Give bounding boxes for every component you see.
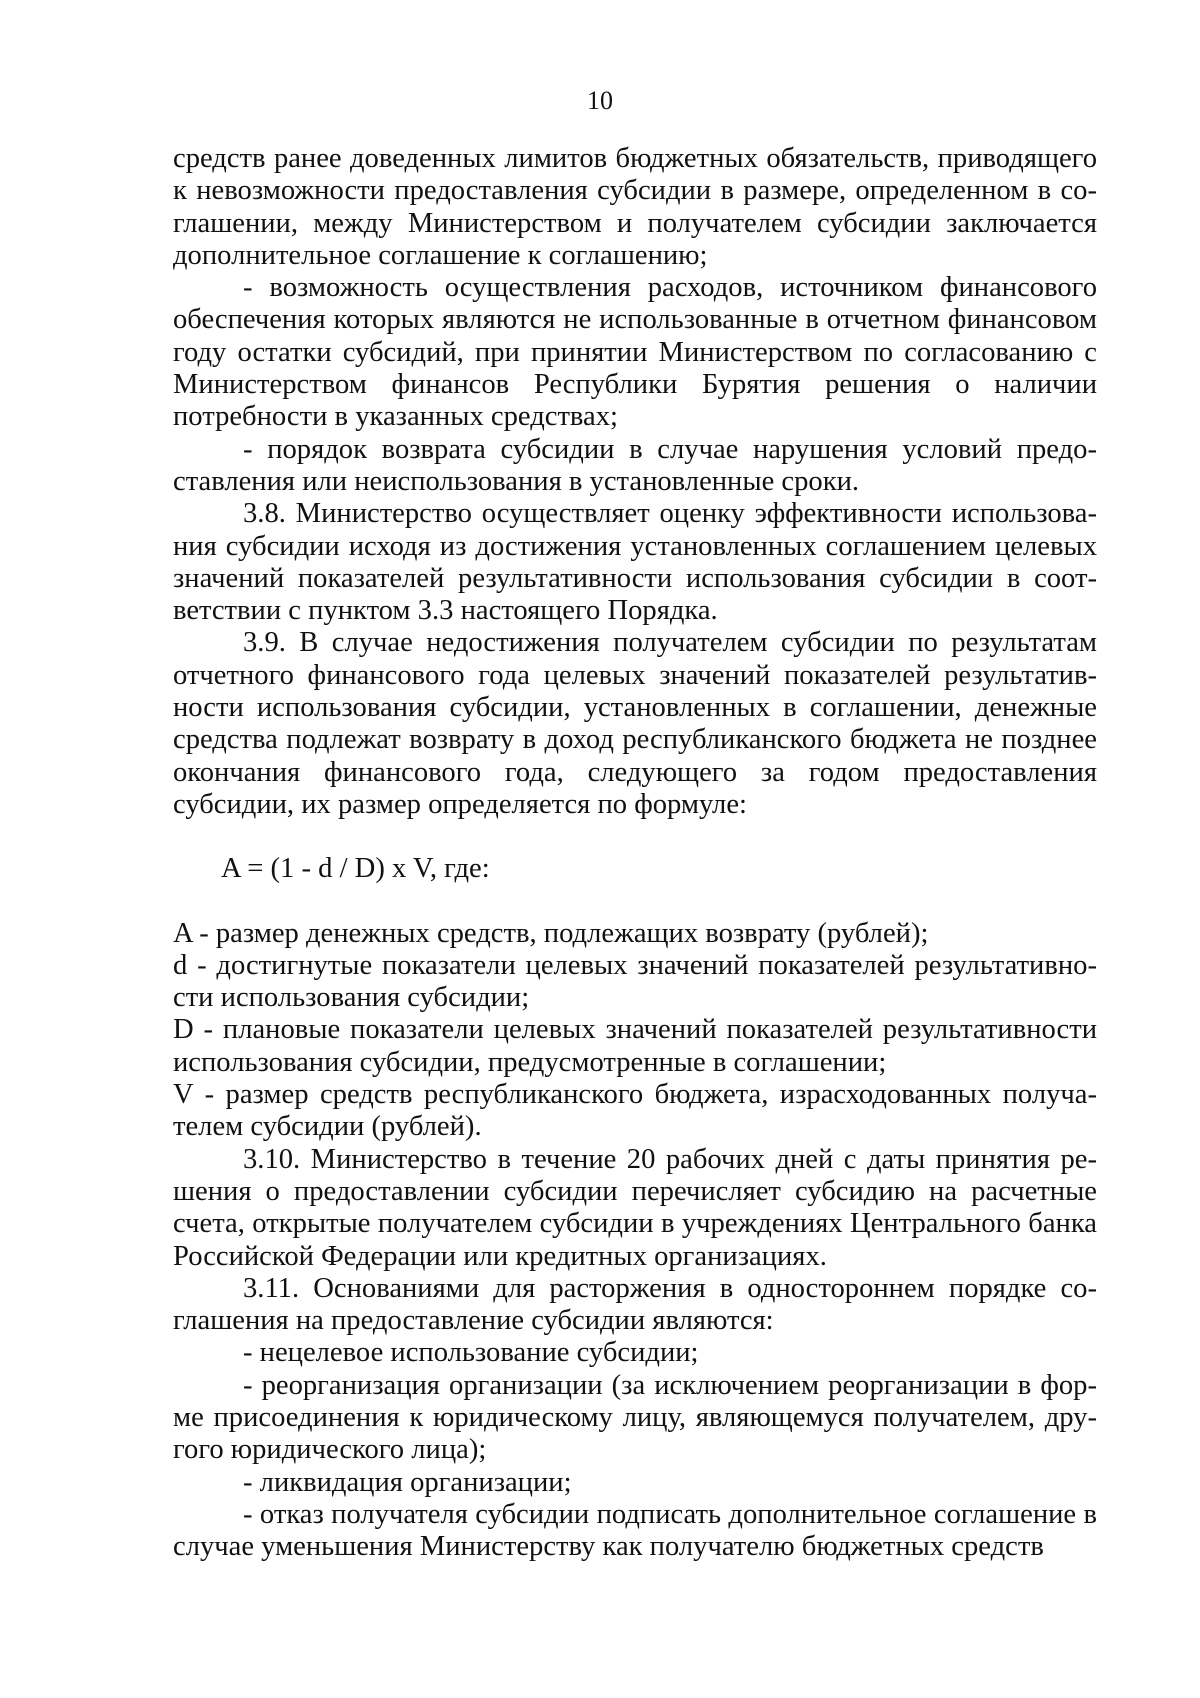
list-item: - реорганизация организации (за исключением реорганизации в форме присоединения к юридическому лицу, являющемуся получателем, другого юридического лица); <box>173 1369 1097 1466</box>
paragraph: 3.10. Министерство в течение 20 рабочих дней с даты принятия решения о предоставлении субсидии перечисляет субсидию на расчетные счета, открытые получателем субсидии в учреждениях Центрального банка Российской Федерации или кредитных организациях. <box>173 1143 1097 1272</box>
paragraph: средств ранее доведенных лимитов бюджетных обязательств, приводящего к невозможности предоставления субсидии в размере, определенном в соглашении, между Министерством и получателем субсидии заключается дополнительное соглашение к соглашению; <box>173 143 1097 271</box>
paragraph: - порядок возврата субсидии в случае нарушения условий предоставления или неиспользования в установленные сроки. <box>173 433 1097 497</box>
formula: A = (1 - d / D) x V, где: <box>221 853 490 885</box>
definition-v: V - размер средств республиканского бюджета, израсходованных получателем субсидии (рублей). <box>173 1079 1097 1143</box>
list-item: - нецелевое использование субсидии; <box>243 1337 699 1369</box>
paragraph: - возможность осуществления расходов, источником финансового обеспечения которых являются не использованные в отчетном финансовом году остатки субсидий, при принятии Министерством по согласованию с Министерством финансов Республики Бурятия решения о наличии потребности в указанных средствах; <box>173 272 1097 433</box>
list-item: - отказ получателя субсидии подписать дополнительное соглашение в случае уменьшения Министерству как получателю бюджетных средств <box>173 1498 1097 1563</box>
definition-d-planned: D - плановые показатели целевых значений показателей результативности использования субсидии, предусмотренные в соглашении; <box>173 1014 1097 1078</box>
paragraph: 3.9. В случае недостижения получателем субсидии по результатам отчетного финансового года целевых значений показателей результативности использования субсидии, установленных в соглашении, денежные средства подлежат возврату в доход республиканского бюджета не позднее окончания финансового года, следующего за годом предоставления субсидии, их размер определяется по формуле: <box>173 627 1097 820</box>
page-number: 10 <box>587 86 613 115</box>
document-body <box>173 143 1097 1563</box>
paragraph: 3.11. Основаниями для расторжения в одностороннем порядке соглашения на предоставление субсидии являются: <box>173 1272 1097 1337</box>
paragraph: 3.8. Министерство осуществляет оценку эффективности использования субсидии исходя из достижения установленных соглашением целевых значений показателей результативности использования субсидии в соответствии с пунктом 3.3 настоящего Порядка. <box>173 498 1097 627</box>
definition-a: A - размер денежных средств, подлежащих возврату (рублей); <box>173 917 929 949</box>
list-item: - ликвидация организации; <box>243 1466 572 1498</box>
definition-d-achieved: d - достигнутые показатели целевых значений показателей результативности использования субсидии; <box>173 949 1097 1014</box>
